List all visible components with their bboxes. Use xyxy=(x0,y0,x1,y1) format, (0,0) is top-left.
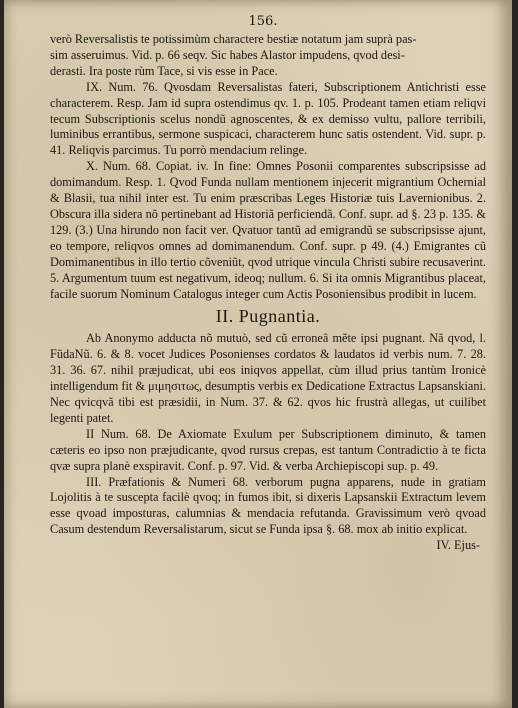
paragraph-x: X. Num. 68. Copiat. iv. In fine: Omnes Posonii comparentes subscripsisse ad domimandum. Resp. 1. Qvod Funda nullam mentionem injecerit migrantium Ochernial & Blasii, tua nihil inter est. Tu enim præscribas Leges Historiæ tuis Lavernionibus. 2. Obscura illa sidera nõ pertinebant ad Historiã perficiendã. Conf. supr. ad §. 23 p. 135. & 129. (3.) Una hirundo non facit ver. Qvatuor tantũ ad emigrandũ se subscripsisse ajunt, eo tempore, reliqvos omnes ad domimanendum. Conf. supr. p 49. (4.) Emigrantes cũ Domimanentibus in illo tertio cõveniũt, qvod utrique vincula Christi subire recusaverint. 5. Argumentum tuum est negativum, ideoq; nullum. 6. Si ita omnis Migrantibus placeat, facile suorum Nominum Catalogus integer cum Actis Posoniensibus prodibit in lucem. xyxy=(50,159,486,301)
paragraph-anonymo: Ab Anonymo adducta nõ mutuò, sed cũ erroneâ mẽte ipsi pugnant. Nã qvod, l. FũdaNũ. 6. & 8. vocet Judices Posonienses cordatos & laudatos id verbis num. 7. 28. 31. 36. 67. nihil præjudicat, ubi eos iniqvos appellat, cùm illud prius tantùm Ironicè intelligendum fit & μιμησιτως, desumptis verbis ex Dedicatione Extractus Lapsanskiani. Nec qvicqvã tibi est præsidii, in Num. 37. & 62. qvos hic frustrà allegas, ut cuilibet legenti patet. xyxy=(50,331,486,425)
book-page xyxy=(4,0,512,708)
page-number: 156. xyxy=(248,14,278,29)
paragraph-ii: II Num. 68. De Axiomate Exulum per Subscriptionem diminuto, & tamen cæteris eo ipso non præjudicante, qvod rursus crepas, est tantum Contradictio à te ficta qvæ supra planè exspiravit. Conf. p. 97. Vid. & verba Archiepiscopi sup. p. 49. xyxy=(50,426,486,473)
catchword: IV. Ejus- xyxy=(436,538,480,553)
top-line-2: sim asseruimus. Vid. p. 66 seqv. Sic habes Alastor impudens, qvod desi- xyxy=(50,47,405,62)
top-line-3: derasti. Ira poste rùm Tace, si vis esse in Pace. xyxy=(50,63,278,78)
paragraph-iii: III. Præfationis & Numeri 68. verborum pugna apparens, nude in gratiam Lojolitis à te suscepta facilè qvoq; in fumos ibit, si dixeris Lapsanskii Extractum levem esse qvoad imposturas, calumnias & mendacia refutanda. Gravissimum verò qvoad Casum destendum Reversalistarum, sicut se Funda ipsa §. 68. mox ab initio explicat. xyxy=(50,474,486,537)
section-heading: II. Pugnantia. xyxy=(215,306,321,327)
top-line-1: verò Reversalistis te potissimùm charactere bestiæ notatum jam suprà pas- xyxy=(50,32,417,46)
page-text xyxy=(50,32,486,554)
paragraph-ix: IX. Num. 76. Qvosdam Reversalistas fateri, Subscriptionem Antichristi esse characterem. Resp. Jam id supra ostendimus qv. 1. p. 105. Prodeant tamen etiam reliqvi tecum Subscriptionis scelus nondũ agnoscentes, & ex demisso vultu, pallore terribili, luminibus errantibus, sermone suspicaci, characterem hunc satis ostendent. Vid. supr. p. 41. Reliqvis parcimus. Tu porrò mendacium relinge. xyxy=(50,79,486,158)
